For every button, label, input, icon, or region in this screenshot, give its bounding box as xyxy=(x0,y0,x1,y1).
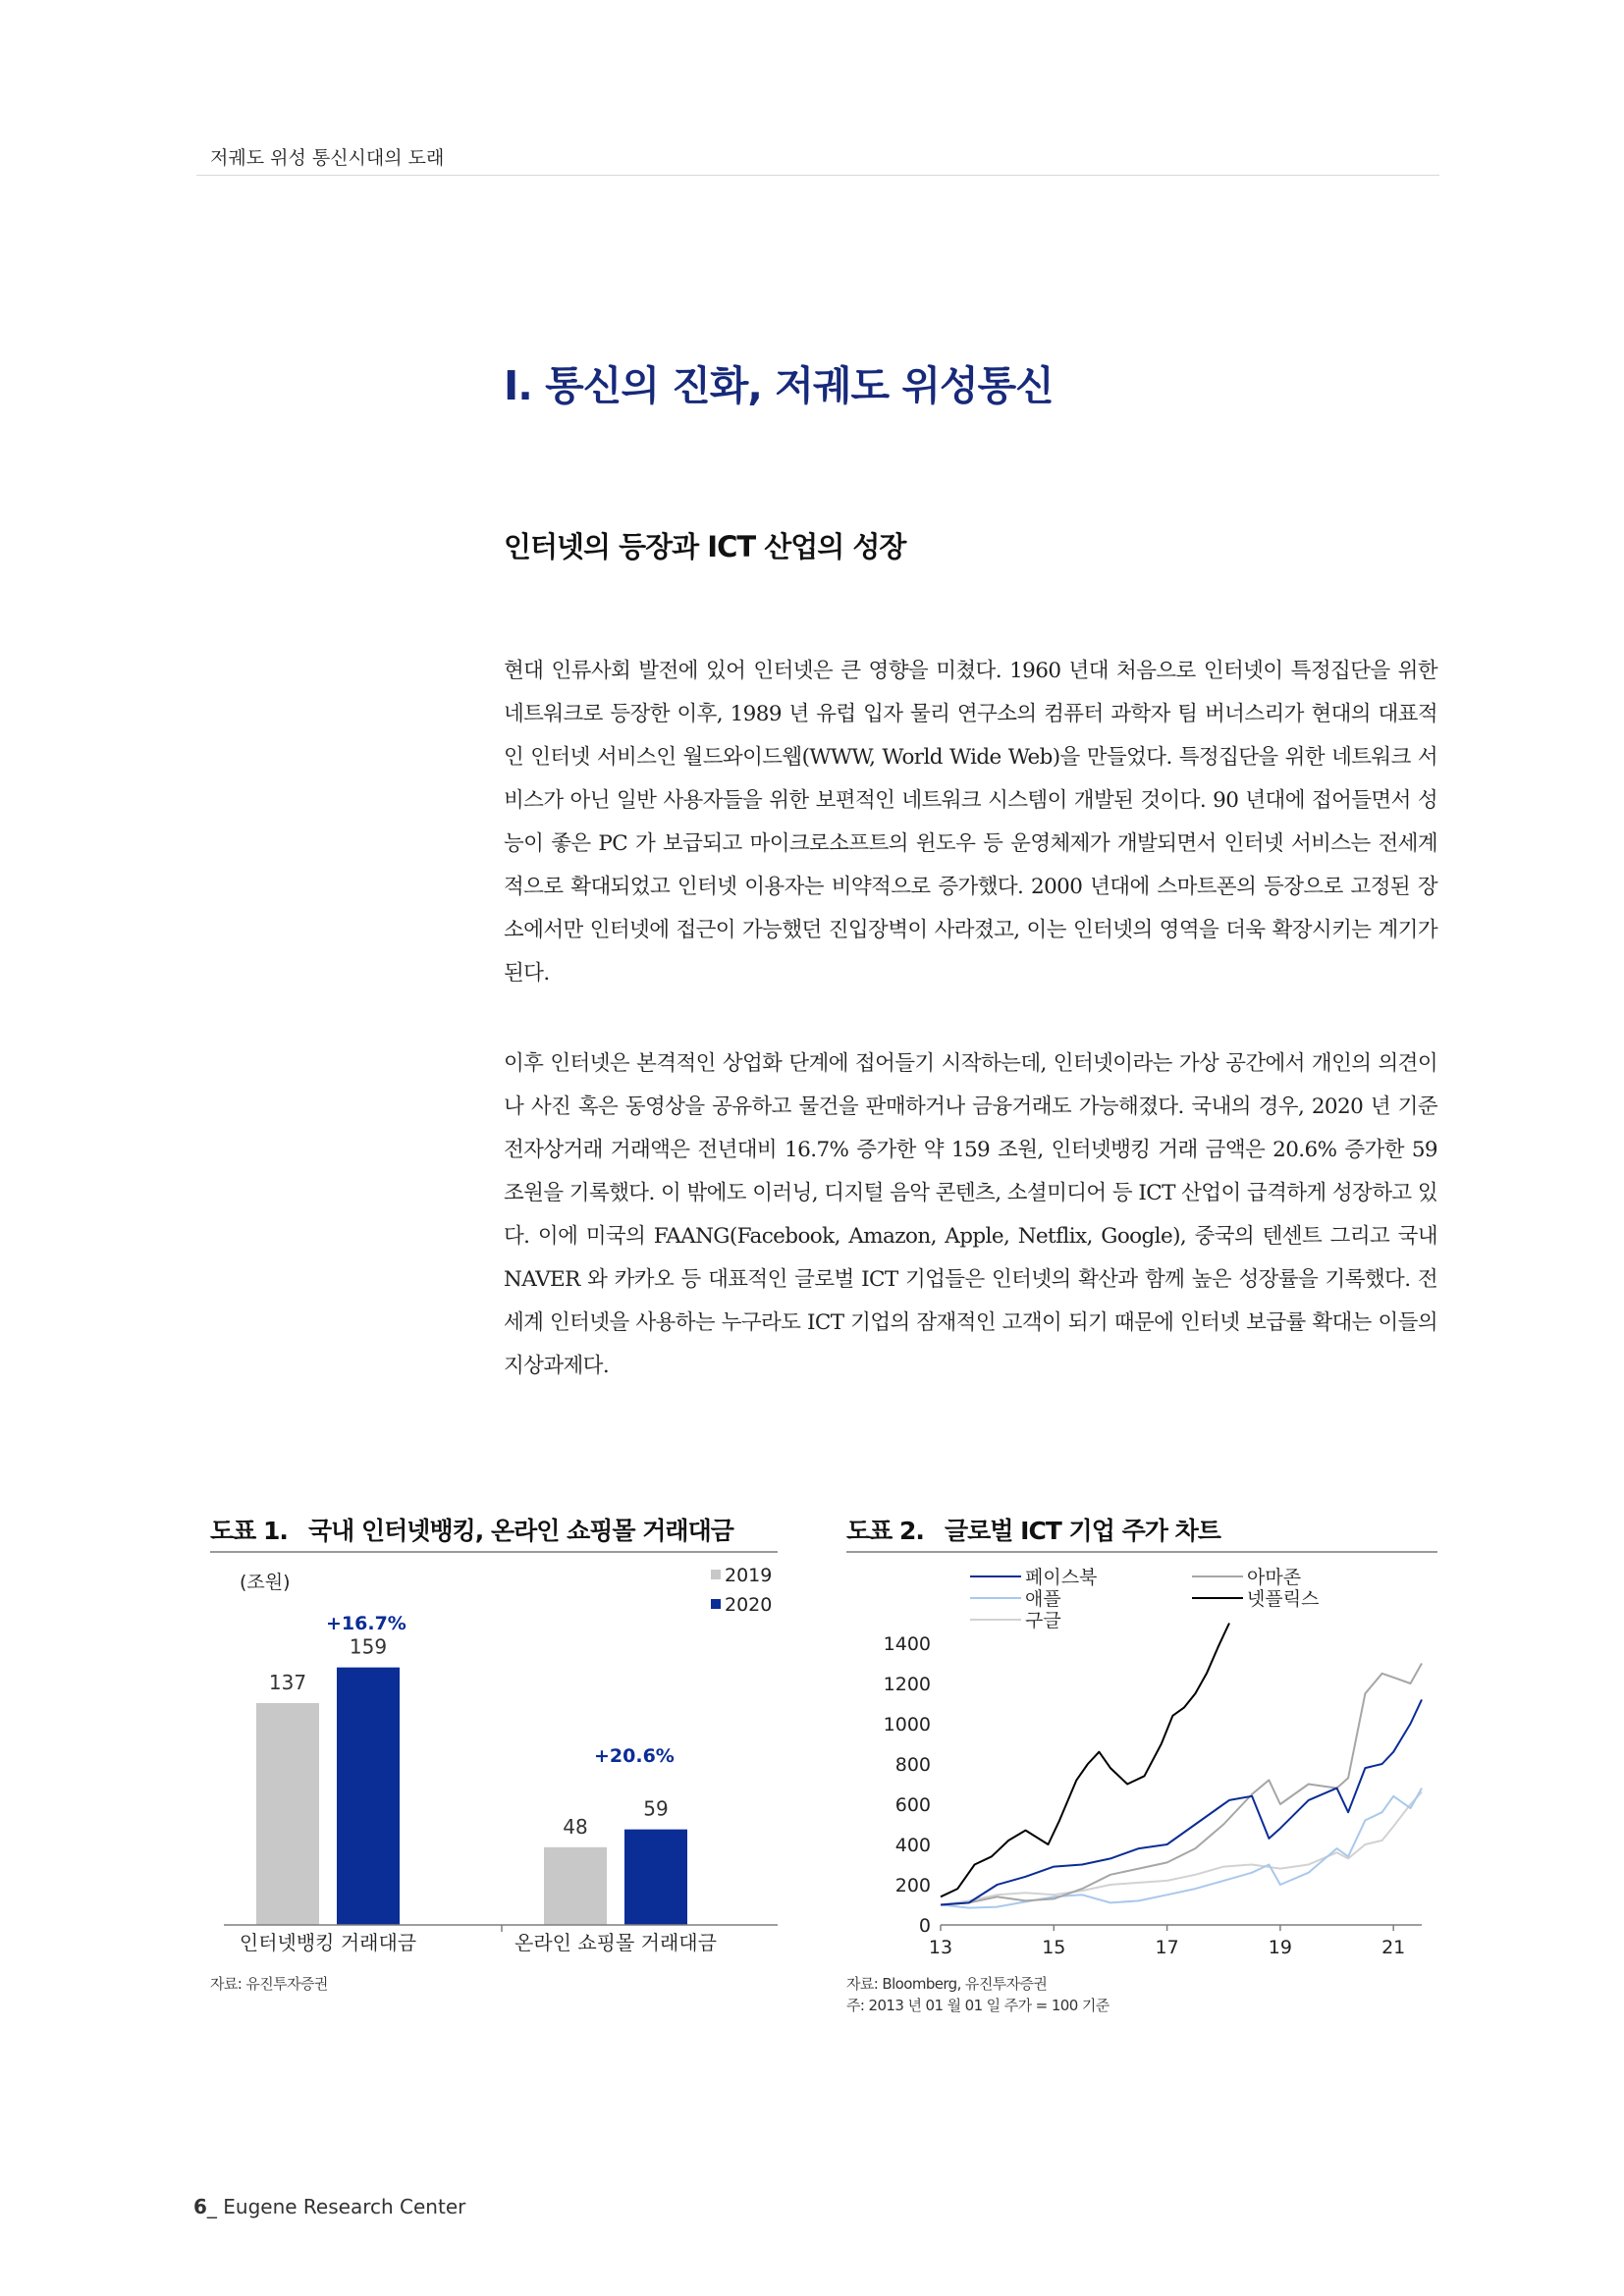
series-line-아마존 xyxy=(941,1664,1422,1905)
figure-1-source: 자료: 유진투자증권 xyxy=(210,1975,328,1993)
y-tick-label: 1000 xyxy=(883,1714,931,1735)
running-header: 저궤도 위성 통신시대의 도래 xyxy=(210,147,445,169)
x-tick-label: 21 xyxy=(1381,1937,1406,1958)
legend-swatch-2020 xyxy=(711,1599,721,1609)
line-chart xyxy=(846,1553,1437,1973)
body-paragraph-1: 현대 인류사회 발전에 있어 인터넷은 큰 영향을 미쳤다. 1960 년대 처음으로 인터넷이 특정집단을 위한 네트워크로 등장한 이후, 1989 년 유럽 입자 물리 연구소의 컴퓨터 과학자 팀 버너스리가 현대의 대표적인 인터넷 서비스인 월드와이드웹(WWW, World Wide Web)을 만들었다. 특정집단을 위한 네트워크 서비스가 아닌 일반 사용자들을 위한 보편적인 네트워크 시스템이 개발된 것이다. 90 년대에 접어들면서 성능이 좋은 PC 가 보급되고 마이크로소프트의 윈도우 등 운영체제가 개발되면서 인터넷 서비스는 전세계적으로 확대되었고 인터넷 이용자는 비약적으로 증가했다. 2000 년대에 스마트폰의 등장으로 고정된 장소에서만 인터넷에 접근이 가능했던 진입장벽이 사라졌고, 이는 인터넷의 영역을 더욱 확장시키는 계기가 된다. xyxy=(504,659,1437,986)
y-tick-label: 1200 xyxy=(883,1674,931,1695)
y-tick-label: 400 xyxy=(894,1835,931,1856)
y-tick-label: 1400 xyxy=(883,1633,931,1655)
x-tick-label: 13 xyxy=(928,1937,953,1958)
figure-1 xyxy=(210,1512,778,1995)
legend-label-2019: 2019 xyxy=(725,1565,773,1586)
footer-text: _ Eugene Research Center xyxy=(206,2195,466,2218)
legend-label-apple: 애플 xyxy=(1025,1588,1061,1610)
header-divider xyxy=(196,175,1439,176)
bar-2020-0 xyxy=(337,1668,400,1925)
section-title: I. 통신의 진화, 저궤도 위성통신 xyxy=(504,362,1054,409)
figure-2-source: 자료: Bloomberg, 유진투자증권 xyxy=(846,1975,1048,1993)
bar-2019-0 xyxy=(256,1703,319,1925)
legend-label-amazon: 아마존 xyxy=(1247,1567,1302,1588)
y-tick-label: 200 xyxy=(894,1875,931,1896)
growth-annotation-shopping: +20.6% xyxy=(594,1745,675,1767)
subsection-title: 인터넷의 등장과 ICT 산업의 성장 xyxy=(504,530,906,563)
legend-label-2020: 2020 xyxy=(725,1594,773,1616)
bar-value-label: 48 xyxy=(563,1814,588,1839)
figure-1-caption: 국내 인터넷뱅킹, 온라인 쇼핑몰 거래대금 xyxy=(308,1517,733,1545)
x-tick-label: 19 xyxy=(1268,1937,1292,1958)
page-footer xyxy=(193,2195,465,2218)
figure-2-note: 주: 2013 년 01 월 01 일 주가 = 100 기준 xyxy=(846,1997,1110,2014)
series-line-페이스북 xyxy=(941,1699,1422,1904)
category-label-banking: 인터넷뱅킹 거래대금 xyxy=(239,1931,417,1954)
category-label-shopping: 온라인 쇼핑몰 거래대금 xyxy=(514,1931,717,1954)
y-tick-label: 0 xyxy=(918,1915,931,1937)
y-tick-label: 600 xyxy=(894,1794,931,1816)
legend-label-netflix: 넷플릭스 xyxy=(1247,1588,1320,1610)
page-number: 6 xyxy=(193,2195,207,2218)
legend-label-google: 구글 xyxy=(1025,1610,1061,1631)
legend-label-facebook: 페이스북 xyxy=(1025,1567,1098,1588)
figure-1-title xyxy=(210,1512,778,1547)
series-line-넷플릭스 xyxy=(941,1624,1229,1897)
legend-swatch-2019 xyxy=(711,1570,721,1579)
bar-chart xyxy=(210,1553,778,1973)
body-paragraph-2: 이후 인터넷은 본격적인 상업화 단계에 접어들기 시작하는데, 인터넷이라는 가상 공간에서 개인의 의견이나 사진 혹은 동영상을 공유하고 물건을 판매하거나 금융거래도 가능해졌다. 국내의 경우, 2020 년 기준 전자상거래 거래액은 전년대비 16.7% 증가한 약 159 조원, 인터넷뱅킹 거래 금액은 20.6% 증가한 59 조원을 기록했다. 이 밖에도 이러닝, 디지털 음악 콘텐츠, 소셜미디어 등 ICT 산업이 급격하게 성장하고 있다. 이에 미국의 FAANG(Facebook, Amazon, Apple, Netflix, Google), 중국의 텐센트 그리고 국내 NAVER 와 카카오 등 대표적인 글로벌 ICT 기업들은 인터넷의 확산과 함께 높은 성장률을 기록했다. 전세계 인터넷을 사용하는 누구라도 ICT 기업의 잠재적인 고객이 되기 때문에 인터넷 보급률 확대는 이들의 지상과제다. xyxy=(504,1051,1437,1378)
figure-2-caption: 글로벌 ICT 기업 주가 차트 xyxy=(945,1517,1220,1545)
growth-annotation-banking: +16.7% xyxy=(326,1613,406,1634)
figure-2 xyxy=(846,1512,1437,2016)
bar-2019-1 xyxy=(544,1847,607,1925)
figure-2-number: 도표 2. xyxy=(846,1517,924,1545)
y-axis-unit-label: (조원) xyxy=(240,1572,291,1593)
y-tick-label: 800 xyxy=(894,1754,931,1776)
figure-2-title xyxy=(846,1512,1437,1547)
bar-2020-1 xyxy=(624,1830,687,1925)
bar-value-label: 159 xyxy=(349,1634,388,1659)
bar-value-label: 59 xyxy=(643,1796,669,1821)
x-tick-label: 15 xyxy=(1042,1937,1066,1958)
bar-value-label: 137 xyxy=(268,1670,307,1694)
x-tick-label: 17 xyxy=(1155,1937,1179,1958)
figure-1-number: 도표 1. xyxy=(210,1517,288,1545)
